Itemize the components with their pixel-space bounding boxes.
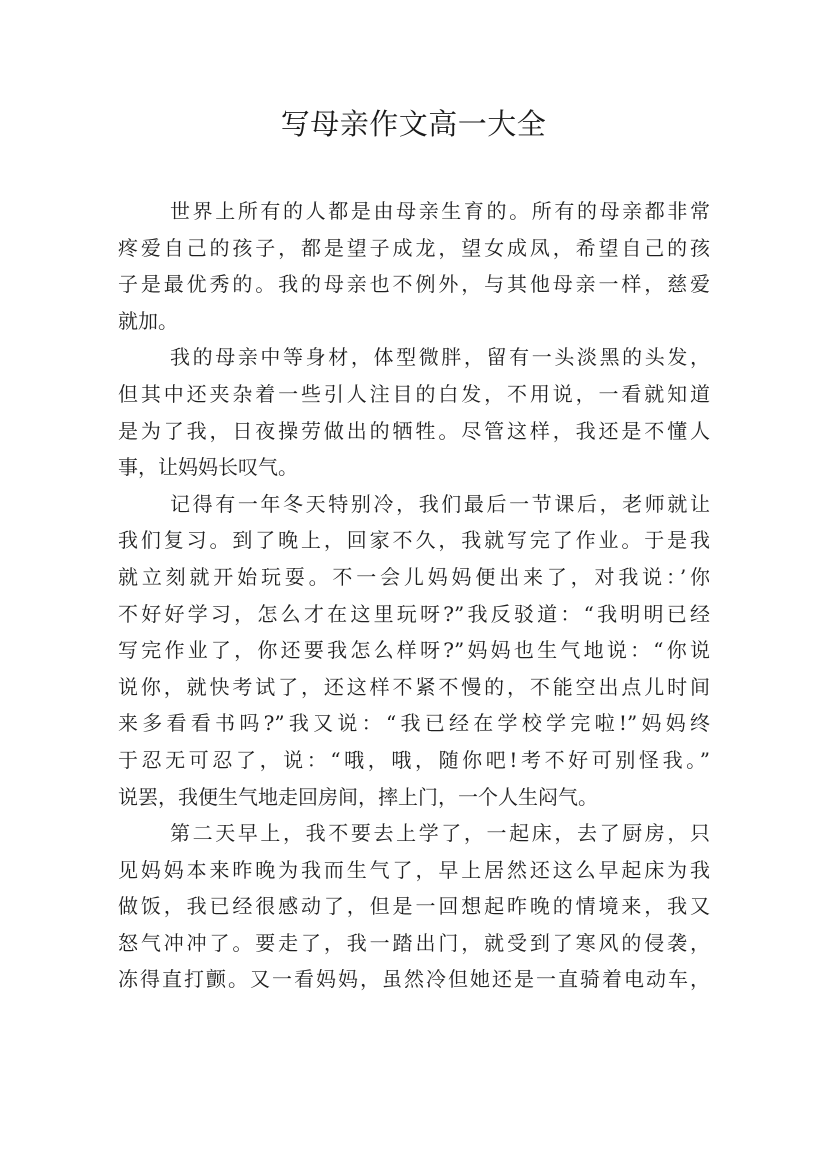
text-line: 就加。 bbox=[118, 308, 178, 333]
text-line: 但其中还夹杂着一些引人注目的白发，不用说，一看就知道 bbox=[118, 381, 710, 406]
text-line: 说罢，我便生气地走回房间，摔上门，一个人生闷气。 bbox=[118, 784, 598, 809]
text-line: 就立刻就开始玩耍。不一会儿妈妈便出来了，对我说：’你 bbox=[118, 564, 710, 589]
text-line: 见妈妈本来昨晚为我而生气了，早上居然还这么早起床为我 bbox=[118, 857, 710, 882]
paragraph bbox=[118, 339, 710, 485]
text-line: 说你，就快考试了，还这样不紧不慢的，不能空出点儿时间 bbox=[118, 674, 710, 699]
text-line: 冻得直打颤。又一看妈妈，虽然冷但她还是一直骑着电动车， bbox=[118, 967, 710, 992]
document-title: 写母亲作文高一大全 bbox=[280, 107, 547, 141]
text-line: 写完作业了，你还要我怎么样呀?”妈妈也生气地说：“你说 bbox=[118, 638, 710, 663]
text-line: 记得有一年冬天特别冷，我们最后一节课后，老师就让 bbox=[170, 491, 710, 516]
text-line: 做饭，我已经很感动了，但是一回想起昨晚的情境来，我又 bbox=[118, 894, 710, 919]
text-line: 怒气冲冲了。要走了，我一踏出门，就受到了寒风的侵袭， bbox=[118, 930, 710, 955]
text-line: 于忍无可忍了，说：“哦，哦，随你吧!考不好可别怪我。” bbox=[118, 747, 710, 772]
text-line: 不好好学习，怎么才在这里玩呀?”我反驳道：“我明明已经 bbox=[118, 601, 710, 626]
document-body bbox=[118, 193, 710, 998]
paragraph bbox=[118, 193, 710, 339]
text-line: 事，让妈妈长叹气。 bbox=[118, 455, 298, 480]
text-line: 我的母亲中等身材，体型微胖，留有一头淡黑的头发， bbox=[170, 345, 710, 370]
paragraph bbox=[118, 486, 710, 815]
text-line: 是为了我，日夜操劳做出的牺牲。尽管这样，我还是不懂人 bbox=[118, 418, 710, 443]
text-line: 子是最优秀的。我的母亲也不例外，与其他母亲一样，慈爱 bbox=[118, 272, 710, 297]
text-line: 世界上所有的人都是由母亲生育的。所有的母亲都非常 bbox=[170, 199, 710, 223]
text-line: 第二天早上，我不要去上学了，一起床，去了厨房，只 bbox=[170, 821, 710, 846]
paragraph bbox=[118, 815, 710, 998]
text-line: 我们复习。到了晚上，回家不久，我就写完了作业。于是我 bbox=[118, 528, 710, 553]
text-line: 疼爱自己的孩子，都是望子成龙，望女成凤，希望自己的孩 bbox=[118, 235, 710, 260]
text-line: 来多看看书吗?”我又说：“我已经在学校学完啦!”妈妈终 bbox=[118, 711, 710, 736]
